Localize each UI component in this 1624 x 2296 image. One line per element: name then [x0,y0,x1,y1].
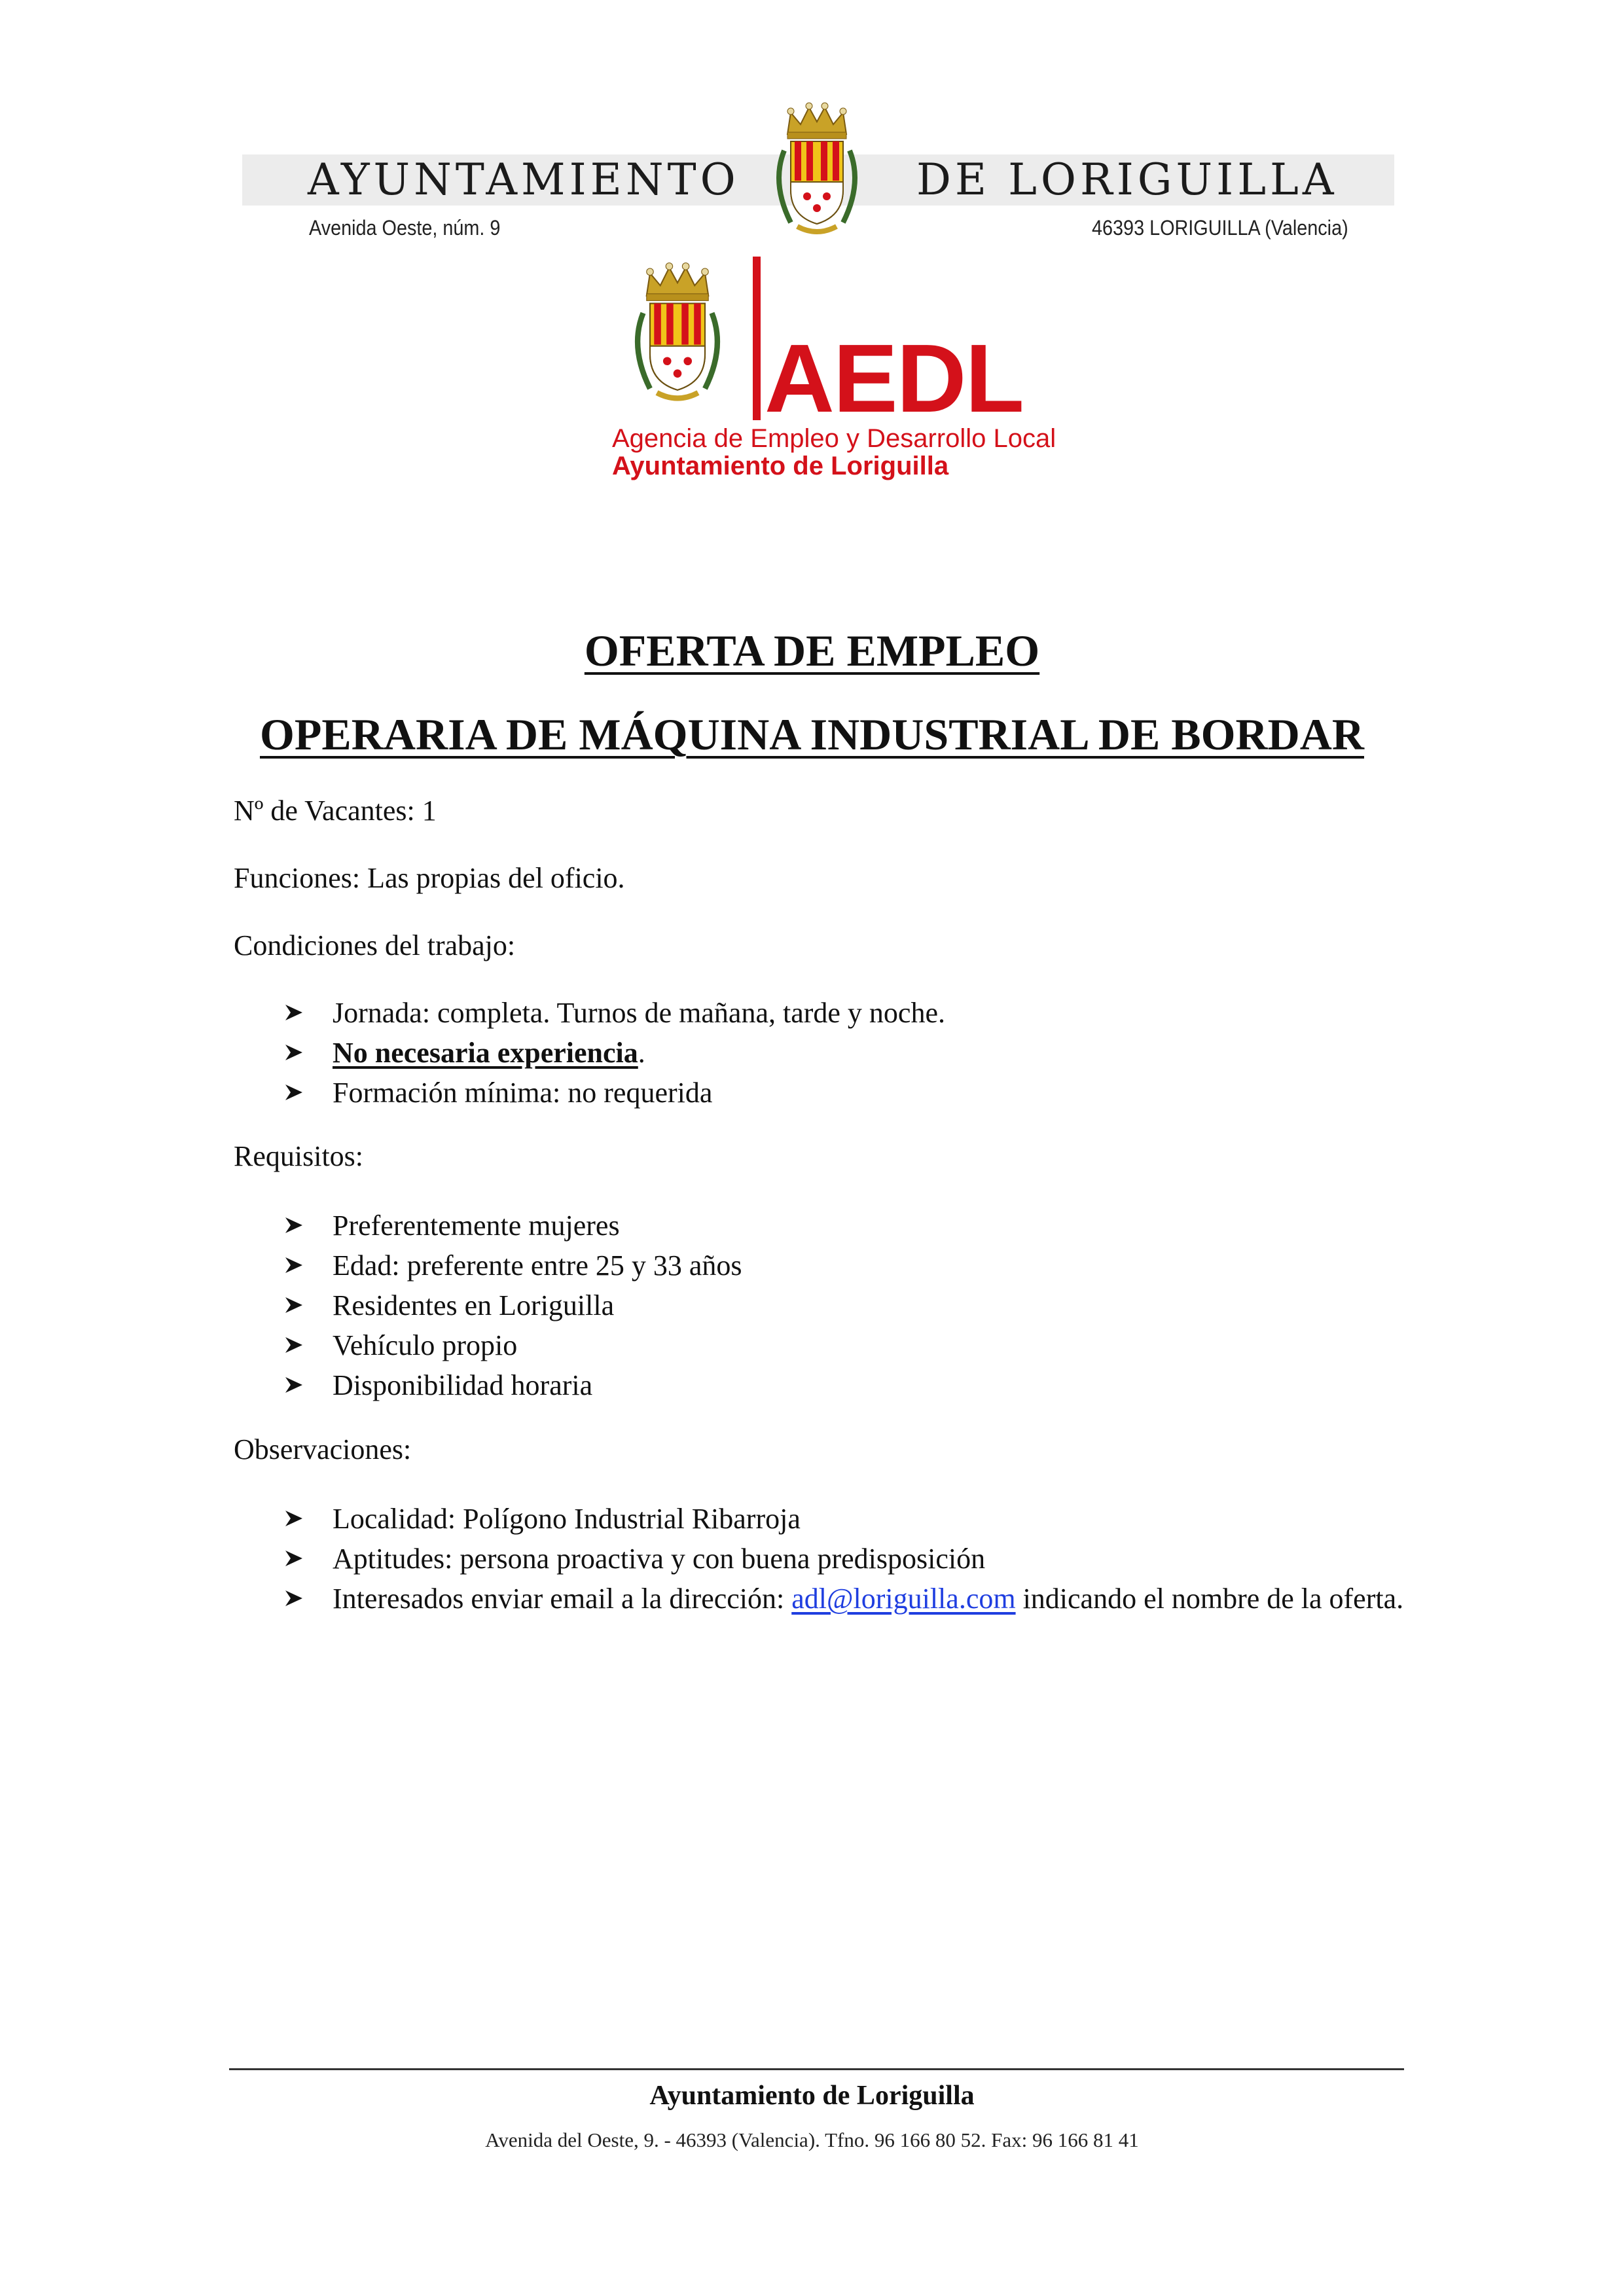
document-title: OFERTA DE EMPLEO [584,626,1040,675]
aedl-subtitle: Agencia de Empleo y Desarrollo Local [612,424,1056,453]
coat-of-arms-icon [751,98,882,249]
observation-aptitudes: Aptitudes: persona proactiva y con buena predisposición [333,1543,986,1575]
condition-formacion: Formación mínima: no requerida [333,1077,713,1109]
letterhead-address-left: Avenida Oeste, núm. 9 [309,216,501,240]
footer-divider [229,2068,1404,2070]
arrow-bullet-icon [283,1073,305,1113]
footer-organization: Ayuntamiento de Loriguilla [649,2081,975,2111]
letterhead-title-right: DE LORIGUILLA [916,154,1338,205]
arrow-bullet-icon [283,1499,305,1539]
requirement-item: Edad: preferente entre 25 y 33 años [333,1249,742,1282]
condition-jornada: Jornada: completa. Turnos de mañana, tarde y noche. [333,997,945,1029]
footer-address: Avenida del Oeste, 9. - 46393 (Valencia). Tfno. 96 166 80 52. Fax: 96 166 81 41 [485,2128,1139,2151]
aedl-organization: Ayuntamiento de Loriguilla [612,452,949,480]
condition-experiencia: No necesaria experiencia [333,1037,638,1069]
contact-suffix: indicando el nombre de la oferta. [1015,1583,1404,1615]
arrow-bullet-icon [283,1325,305,1365]
conditions-heading: Condiciones del trabajo: [234,929,516,961]
functions-line: Funciones: Las propias del oficio. [234,862,625,894]
requirement-item: Vehículo propio [333,1329,518,1361]
email-link[interactable]: adl@loriguilla.com [791,1583,1016,1615]
observations-heading: Observaciones: [234,1433,412,1465]
contact-prefix: Interesados enviar email a la dirección: [333,1583,792,1615]
arrow-bullet-icon [283,1033,305,1073]
aedl-divider-bar [753,257,761,420]
letterhead-title-left: AYUNTAMIENTO [308,154,740,205]
arrow-bullet-icon [283,1539,305,1579]
requirements-heading: Requisitos: [234,1140,364,1172]
requirement-item: Disponibilidad horaria [333,1369,593,1401]
arrow-bullet-icon [283,993,305,1033]
condition-experiencia-tail: . [638,1037,645,1069]
vacancies-line: Nº de Vacantes: 1 [234,795,437,827]
arrow-bullet-icon [283,1285,305,1325]
aedl-crest-icon [609,255,746,419]
arrow-bullet-icon [283,1365,305,1405]
requirement-item: Residentes en Loriguilla [333,1289,615,1321]
aedl-logo-text: AEDL [765,325,1023,433]
letterhead-address-right: 46393 LORIGUILLA (Valencia) [1092,216,1348,240]
requirement-item: Preferentemente mujeres [333,1210,620,1242]
arrow-bullet-icon [283,1579,305,1619]
observation-localidad: Localidad: Polígono Industrial Ribarroja [333,1503,801,1535]
arrow-bullet-icon [283,1206,305,1246]
arrow-bullet-icon [283,1246,305,1285]
position-title: OPERARIA DE MÁQUINA INDUSTRIAL DE BORDAR [260,709,1364,759]
